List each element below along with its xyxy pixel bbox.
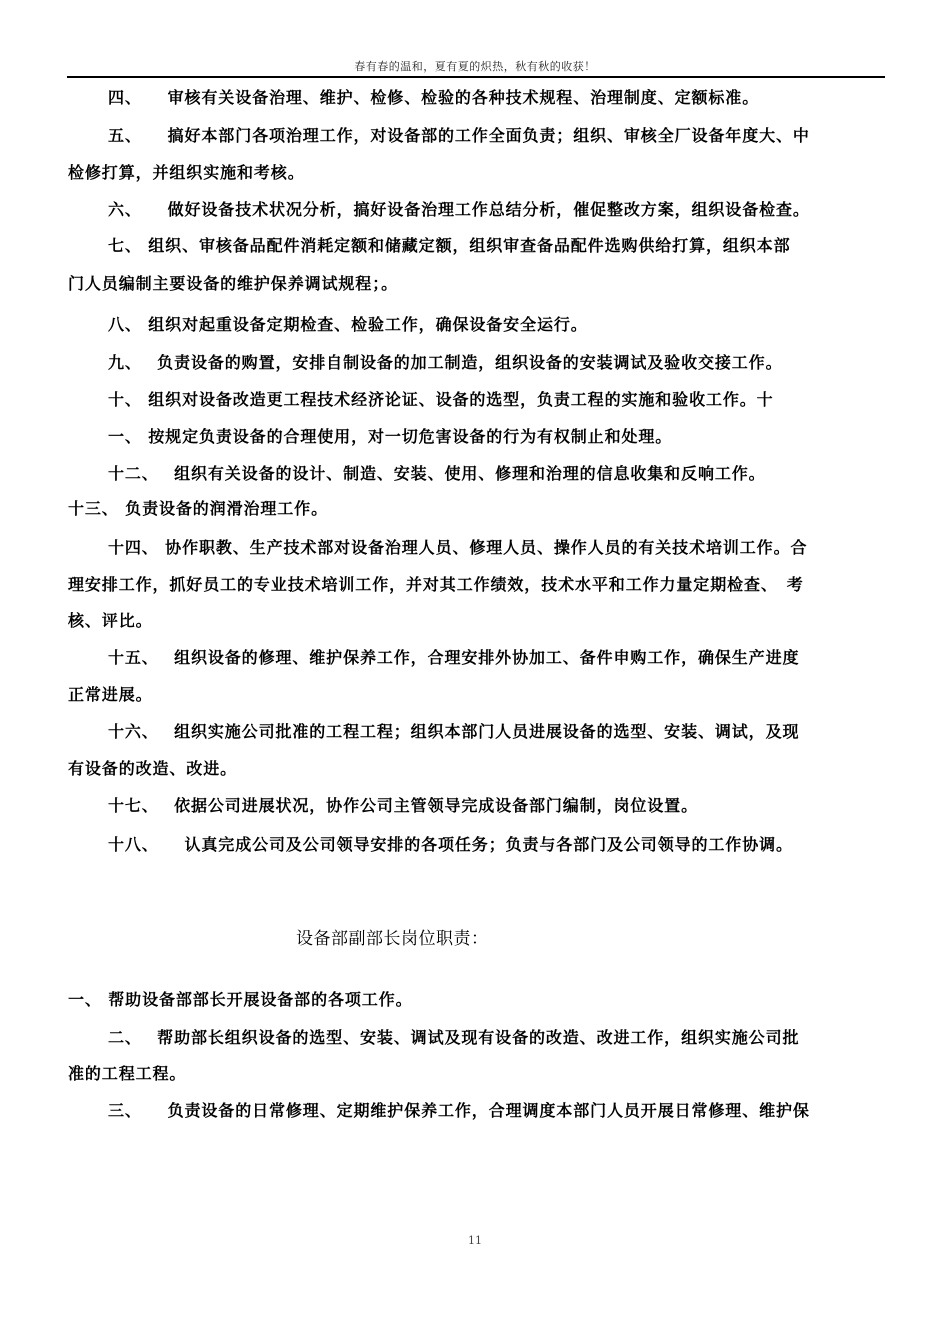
deputy-duty-line: 二、 帮助部长组织设备的选型、安装、调试及现有设备的改造、改进工作，组织实施公司批 [108,1028,800,1047]
duty-line: 十二、 组织有关设备的设计、制造、安装、使用、修理和治理的信息收集和反响工作。 [108,464,766,483]
duty-line: 有设备的改造、改进。 [68,759,238,778]
duty-line: 八、 组织对起重设备定期检查、检验工作，确保设备安全运行。 [108,315,588,334]
duty-line: 十七、 依据公司进展状况，协作公司主管领导完成设备部门编制，岗位设置。 [108,796,698,815]
duty-line: 六、 做好设备技术状况分析，搞好设备治理工作总结分析，催促整改方案，组织设备检查。 [108,200,810,219]
deputy-duty-line: 准的工程工程。 [68,1064,187,1083]
duty-line: 七、 组织、审核备品配件消耗定额和储藏定额，组织审查备品配件选购供给打算，组织本部 [108,236,791,255]
duty-line: 门人员编制主要设备的维护保养调试规程；。 [68,274,399,293]
duty-line: 十八、 认真完成公司及公司领导安排的各项任务；负责与各部门及公司领导的工作协调。 [108,835,793,854]
duty-line: 核、评比。 [68,611,153,630]
section-title: 设备部副部长岗位职责： [296,929,489,949]
duty-line: 十四、 协作职教、生产技术部对设备治理人员、修理人员、操作人员的有关技术培训工作。合 [108,538,808,557]
duty-line: 一、 按规定负责设备的合理使用，对一切危害设备的行为有权制止和处理。 [108,427,673,446]
page-header-text: 春有春的温和，夏有夏的炽热，秋有秋的收获！ [354,60,596,73]
duty-line: 九、 负责设备的购置，安排自制设备的加工制造，组织设备的安装调试及验收交接工作。 [108,353,783,372]
duty-line: 五、 搞好本部门各项治理工作，对设备部的工作全面负责；组织、审核全厂设备年度大、中 [108,126,810,145]
duty-line: 理安排工作，抓好员工的专业技术培训工作，并对其工作绩效，技术水平和工作力量定期检查、 考 [68,575,804,594]
duty-line: 十五、 组织设备的修理、维护保养工作，合理安排外协加工、备件申购工作，确保生产进度 [108,648,800,667]
duty-line: 十六、 组织实施公司批准的工程工程；组织本部门人员进展设备的选型、安装、调试，及现 [108,722,800,741]
deputy-duty-line: 一、 帮助设备部部长开展设备部的各项工作。 [68,990,413,1009]
page-number: 11 [468,1234,482,1247]
duty-line: 十、 组织对设备改造更工程技术经济论证、设备的选型，负责工程的实施和验收工作。十 [108,390,774,409]
duty-line: 检修打算，并组织实施和考核。 [68,163,305,182]
duty-line: 正常进展。 [68,685,153,704]
duty-line: 十三、 负责设备的润滑治理工作。 [68,499,328,518]
deputy-duty-line: 三、 负责设备的日常修理、定期维护保养工作，合理调度本部门人员开展日常修理、维护保 [108,1101,810,1120]
duty-line: 四、 审核有关设备治理、维护、检修、检验的各种技术规程、治理制度、定额标准。 [108,88,760,107]
header-divider [67,76,885,78]
